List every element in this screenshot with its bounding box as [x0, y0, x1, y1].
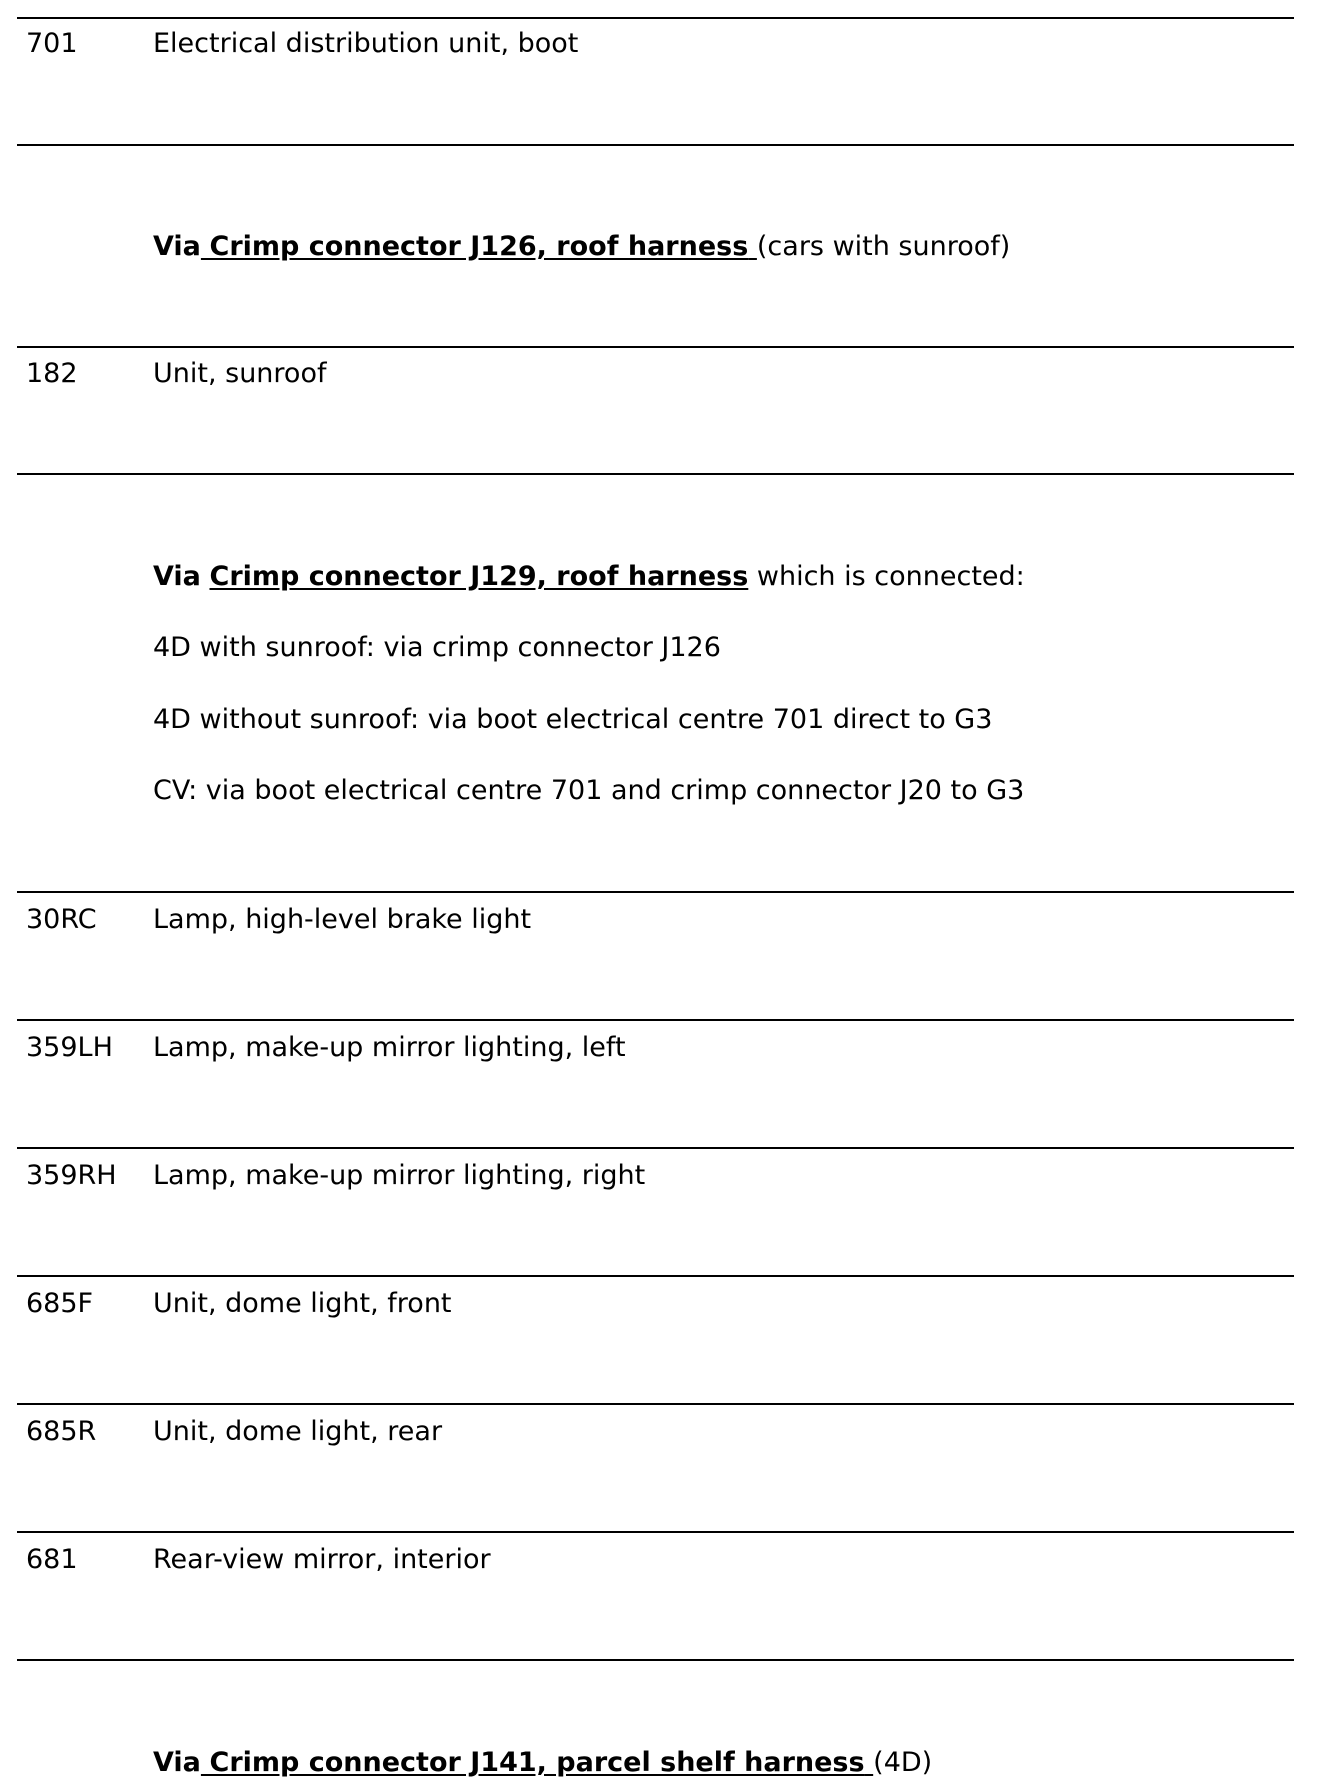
component-code: 182	[26, 358, 78, 389]
via-label: Via	[153, 231, 201, 262]
crimp-connector-link[interactable]: Crimp connector J126, roof harness	[209, 231, 749, 262]
component-code: 359RH	[26, 1160, 117, 1191]
component-code: 685F	[26, 1288, 94, 1319]
component-description: Lamp, high-level brake light	[153, 904, 532, 935]
component-code: 359LH	[26, 1032, 113, 1063]
divider	[17, 346, 1294, 348]
component-description: Rear-view mirror, interior	[153, 1544, 491, 1575]
via-suffix: (4D)	[873, 1747, 933, 1778]
via-suffix: (cars with sunroof)	[756, 231, 1011, 262]
component-description: Lamp, make-up mirror lighting, right	[153, 1160, 646, 1191]
via-connector-line	[153, 561, 1025, 593]
divider	[17, 891, 1294, 893]
component-description: Lamp, make-up mirror lighting, left	[153, 1032, 626, 1063]
via-connector-line	[153, 231, 1010, 263]
divider	[17, 1275, 1294, 1277]
divider	[17, 1403, 1294, 1405]
crimp-connector-link[interactable]: Crimp connector J129, roof harness	[209, 561, 749, 592]
divider	[17, 473, 1294, 475]
divider	[17, 1531, 1294, 1533]
via-label: Via	[153, 561, 201, 592]
crimp-connector-link[interactable]: Crimp connector J141, parcel shelf harness	[209, 1747, 865, 1778]
via-connector-line	[153, 1747, 932, 1779]
component-description: Unit, dome light, rear	[153, 1416, 443, 1447]
component-description: Unit, sunroof	[153, 358, 327, 389]
component-code: 30RC	[26, 904, 97, 935]
via-suffix: which is connected:	[756, 561, 1025, 592]
divider	[17, 144, 1294, 146]
divider	[17, 17, 1294, 19]
component-code: 685R	[26, 1416, 97, 1447]
divider	[17, 1147, 1294, 1149]
connection-note: 4D with sunroof: via crimp connector J126	[153, 632, 721, 663]
connection-note: CV: via boot electrical centre 701 and crimp connector J20 to G3	[153, 775, 1025, 806]
component-description: Electrical distribution unit, boot	[153, 28, 579, 59]
divider	[17, 1659, 1294, 1661]
connection-note: 4D without sunroof: via boot electrical centre 701 direct to G3	[153, 704, 993, 735]
divider	[17, 1019, 1294, 1021]
via-label: Via	[153, 1747, 201, 1778]
component-code: 681	[26, 1544, 78, 1575]
component-description: Unit, dome light, front	[153, 1288, 452, 1319]
component-code: 701	[26, 28, 78, 59]
